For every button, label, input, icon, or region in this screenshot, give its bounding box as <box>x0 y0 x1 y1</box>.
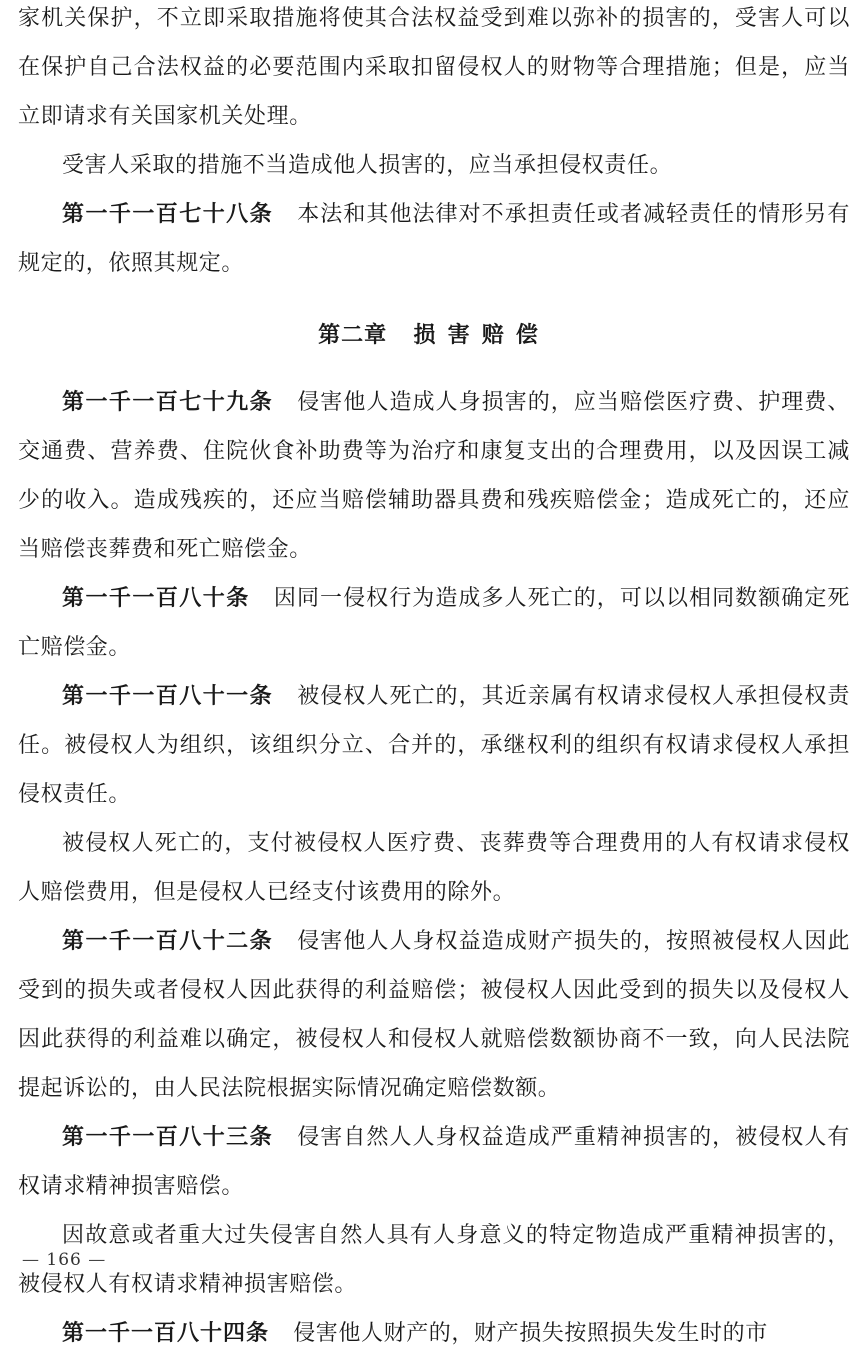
paragraph-text: 侵害自然人人身权益造成严重精神损害的，被侵权人有权请求精神损害赔偿。 <box>18 1125 850 1199</box>
footer-dash-right: — <box>88 1250 107 1270</box>
paragraph-text: 家机关保护，不立即采取措施将使其合法权益受到难以弥补的损害的，受害人可以在保护自己合法权益的必要范围内采取扣留侵权人的财物等合理措施；但是，应当立即请求有关国家机关处理。 <box>18 6 850 129</box>
section-after-chapter <box>18 378 850 1358</box>
page-number: 166 <box>46 1250 82 1270</box>
article-number: 第一千一百八十四条 <box>62 1321 270 1346</box>
paragraph-text: 被侵权人死亡的，其近亲属有权请求侵权人承担侵权责任。被侵权人为组织，该组织分立、合并的，承继权利的组织有权请求侵权人承担侵权责任。 <box>18 684 850 807</box>
article-paragraph <box>18 1113 850 1211</box>
paragraph-text: 侵害他人财产的，财产损失按照损失发生时的市 <box>293 1321 768 1346</box>
paragraph-text: 因故意或者重大过失侵害自然人具有人身意义的特定物造成严重精神损害的，被侵权人有权请求精神损害赔偿。 <box>18 1223 850 1297</box>
paragraph-text: 侵害他人人身权益造成财产损失的，按照被侵权人因此受到的损失或者侵权人因此获得的利益赔偿；被侵权人因此受到的损失以及侵权人因此获得的利益难以确定，被侵权人和侵权人就赔偿数额协商不一致，向人民法院提起诉讼的，由人民法院根据实际情况确定赔偿数额。 <box>18 929 850 1101</box>
article-number: 第一千一百八十一条 <box>62 684 274 709</box>
chapter-number: 第二章 <box>318 323 388 348</box>
paragraph-text: 受害人采取的措施不当造成他人损害的，应当承担侵权责任。 <box>62 153 673 178</box>
article-number: 第一千一百八十条 <box>62 586 250 611</box>
article-number: 第一千一百八十三条 <box>62 1125 274 1150</box>
text-paragraph <box>18 1211 850 1309</box>
text-paragraph <box>18 141 850 190</box>
article-number: 第一千一百八十二条 <box>62 929 274 954</box>
page-footer <box>22 1250 106 1270</box>
text-paragraph <box>18 819 850 917</box>
article-paragraph <box>18 1309 850 1358</box>
chapter-title: 损害赔偿 <box>413 323 550 348</box>
article-paragraph <box>18 378 850 574</box>
section-before-chapter <box>18 0 850 288</box>
paragraph-text: 侵害他人造成人身损害的，应当赔偿医疗费、护理费、交通费、营养费、住院伙食补助费等为治疗和康复支出的合理费用，以及因误工减少的收入。造成残疾的，还应当赔偿辅助器具费和残疾赔偿金；造成死亡的，还应当赔偿丧葬费和死亡赔偿金。 <box>18 390 850 562</box>
paragraph-text: 被侵权人死亡的，支付被侵权人医疗费、丧葬费等合理费用的人有权请求侵权人赔偿费用，但是侵权人已经支付该费用的除外。 <box>18 831 850 905</box>
article-number: 第一千一百七十八条 <box>62 202 274 227</box>
document-page <box>18 0 850 1358</box>
text-paragraph <box>18 0 850 141</box>
article-paragraph <box>18 190 850 288</box>
article-number: 第一千一百七十九条 <box>62 390 274 415</box>
article-paragraph <box>18 574 850 672</box>
chapter-heading <box>18 311 850 360</box>
article-paragraph <box>18 672 850 819</box>
article-paragraph <box>18 917 850 1113</box>
footer-dash-left: — <box>22 1250 40 1270</box>
paragraph-text: 因同一侵权行为造成多人死亡的，可以以相同数额确定死亡赔偿金。 <box>18 586 850 660</box>
paragraph-text: 本法和其他法律对不承担责任或者减轻责任的情形另有规定的，依照其规定。 <box>18 202 850 276</box>
